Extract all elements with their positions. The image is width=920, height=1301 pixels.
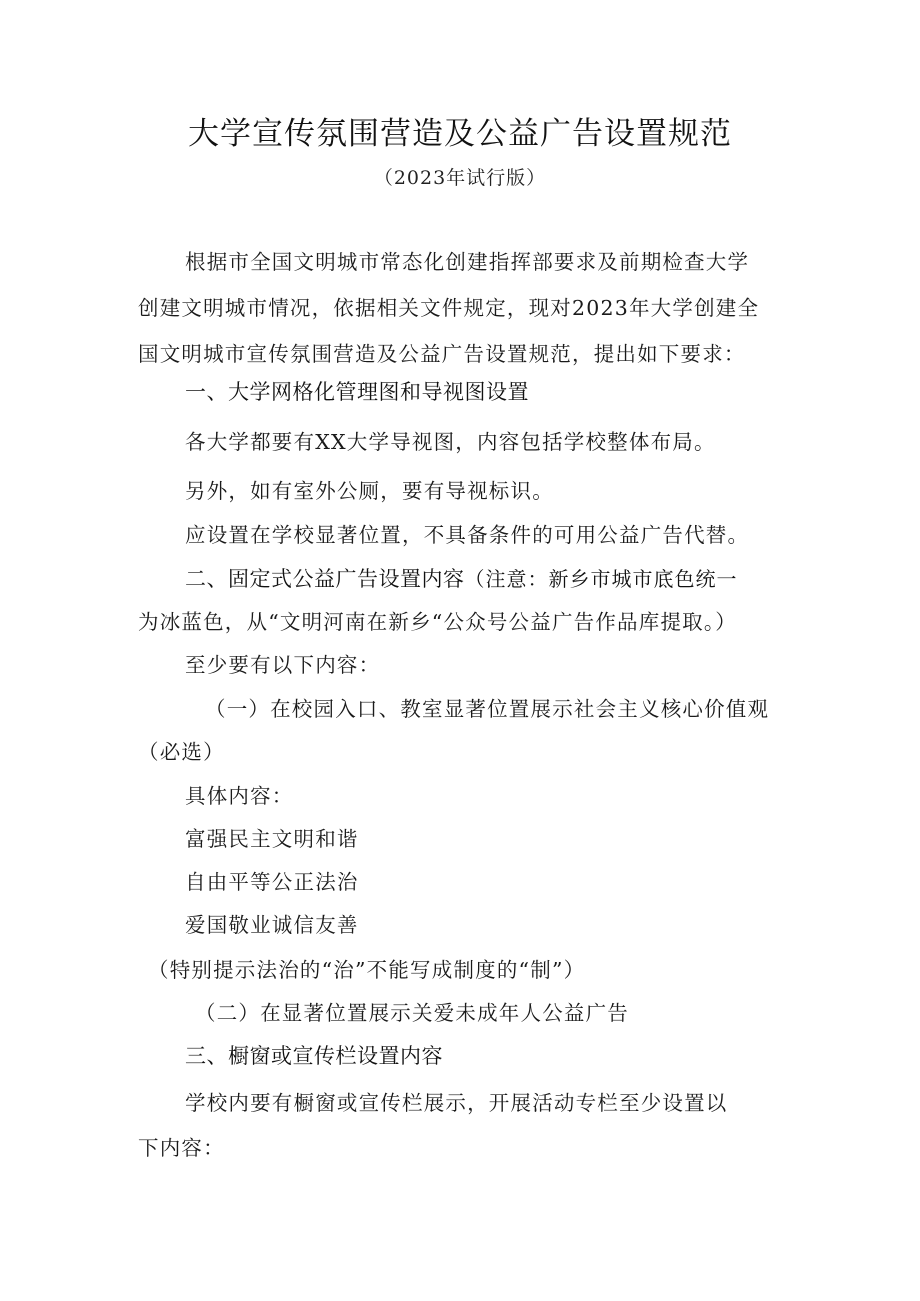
- section2-note: （注意：新乡市城市底色统一: [464, 567, 738, 591]
- section3-line-2: 下内容：: [138, 1136, 225, 1160]
- intro-line-2: 创建文明城市情况，依据相关文件规定，现对2023年大学创建全: [138, 296, 760, 320]
- document-subtitle: （2023年试行版）: [373, 167, 547, 189]
- section2-note-line-2: 为冰蓝色，从“文明河南在新乡“公众号公益广告作品库提取。）: [138, 610, 738, 634]
- core-values-line-3: 爱国敬业诚信友善: [185, 913, 359, 937]
- section1-line-3: 应设置在学校显著位置，不具备条件的可用公益广告代替。: [185, 523, 750, 547]
- document-title: 大学宣传氛围营造及公益广告设置规范: [188, 116, 732, 152]
- section2-item1-line-2: （必选）: [138, 740, 225, 764]
- section1-line-1: 各大学都要有XX大学导视图，内容包括学校整体布局。: [185, 430, 716, 454]
- section2-heading-row: [185, 565, 738, 593]
- section2-item1-line-1: （一）在校园入口、教室显著位置展示社会主义核心价值观: [205, 697, 770, 721]
- section3-line-1: 学校内要有橱窗或宣传栏展示，开展活动专栏至少设置以: [185, 1091, 728, 1115]
- intro-line-3: 国文明城市宣传氛围营造及公益广告设置规范，提出如下要求：: [138, 342, 746, 366]
- core-values-line-2: 自由平等公正法治: [185, 870, 359, 894]
- core-values-line-1: 富强民主文明和谐: [185, 827, 359, 851]
- section2-at-least: 至少要有以下内容：: [185, 653, 381, 677]
- intro-line-1: 根据市全国文明城市常态化创建指挥部要求及前期检查大学: [185, 250, 750, 274]
- special-note: （特别提示法治的“治”不能写成制度的“制”）: [148, 958, 586, 982]
- section2-detail-label: 具体内容：: [185, 784, 294, 808]
- section2-item2: （二）在显著位置展示关爱未成年人公益广告: [195, 1001, 629, 1025]
- section3-heading: 三、橱窗或宣传栏设置内容: [185, 1044, 443, 1068]
- section2-heading: 二、固定式公益广告设置内容: [185, 567, 465, 591]
- section1-heading: 一、大学网格化管理图和导视图设置: [185, 380, 529, 404]
- section1-line-2: 另外，如有室外公厕，要有导视标识。: [185, 479, 554, 503]
